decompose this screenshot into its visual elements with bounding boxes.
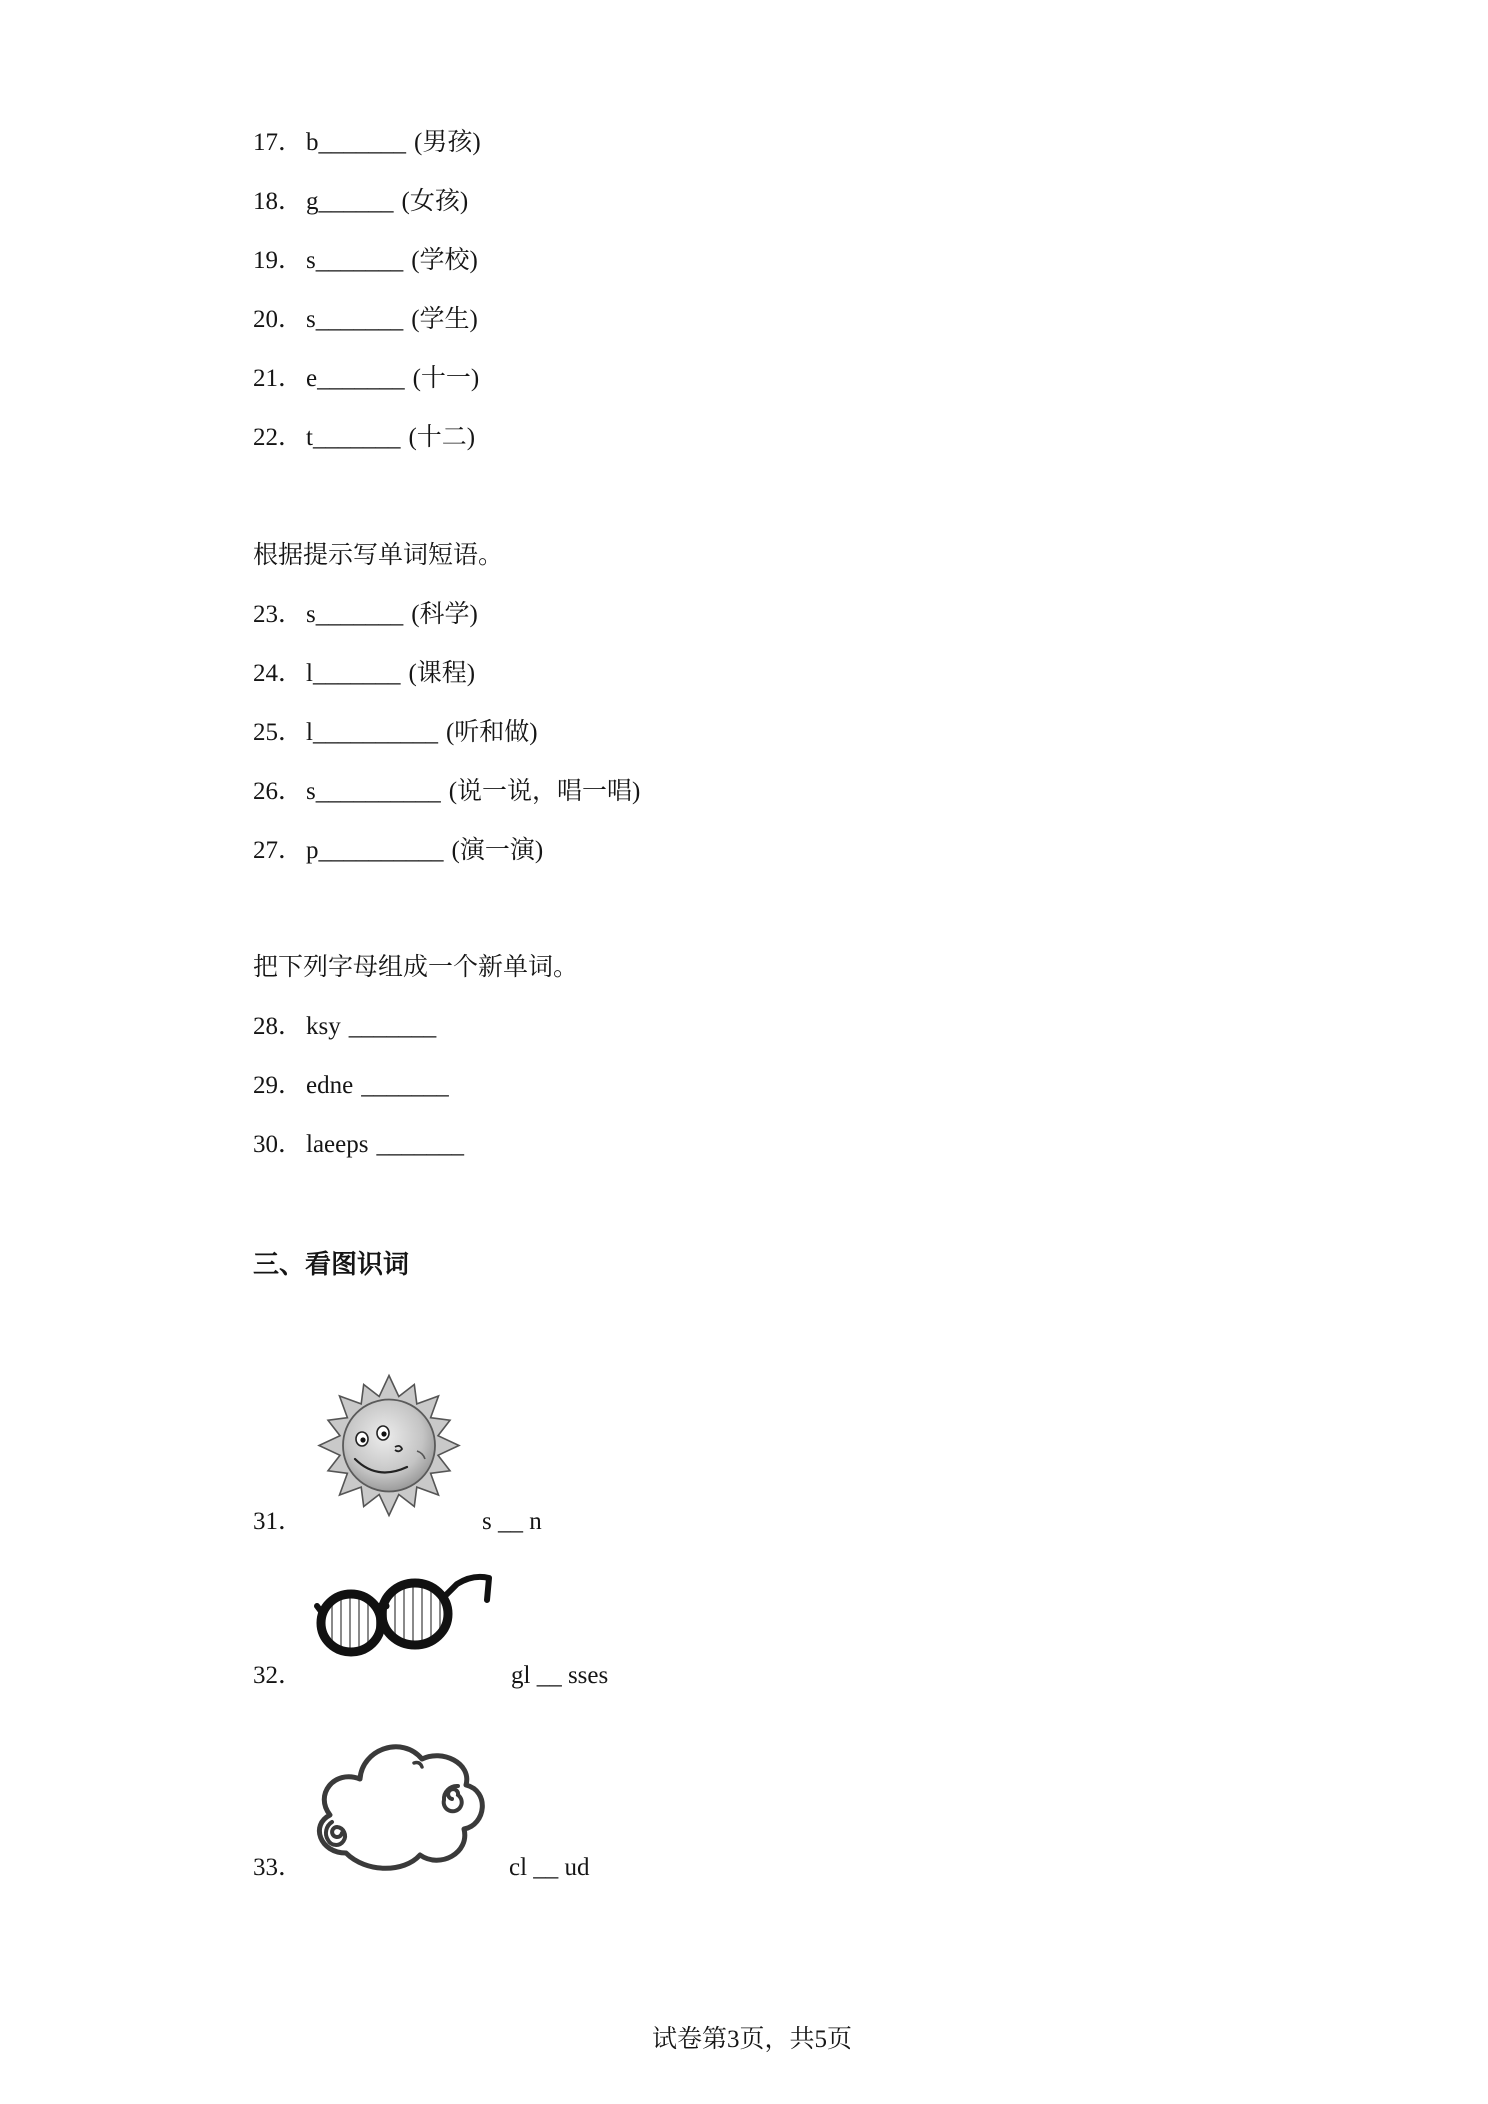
- picture-word: cl __ ud: [509, 1854, 590, 1881]
- glasses-left-lens: [321, 1594, 381, 1652]
- answer-blank: _______: [348, 1013, 437, 1040]
- answer-blank: _______: [361, 1072, 449, 1099]
- question-item: [253, 599, 640, 658]
- question-item: [253, 1129, 578, 1188]
- sun-image: [311, 1373, 467, 1518]
- glasses-right-lens: [382, 1583, 448, 1645]
- question-number: 27．: [253, 837, 304, 864]
- question-number: 20．: [253, 306, 304, 333]
- question-item: [253, 127, 481, 186]
- question-item: [253, 304, 481, 363]
- sun-left-pupil: [360, 1437, 365, 1442]
- glasses-temple-arm: [445, 1577, 489, 1600]
- question-number: 32．: [253, 1662, 304, 1689]
- answer-blank: s_______: [306, 601, 404, 628]
- question-number: 17．: [253, 129, 304, 156]
- chinese-hint: (男孩): [414, 129, 481, 156]
- question-item: [253, 422, 481, 481]
- chinese-hint: (学校): [411, 247, 478, 274]
- question-number: 24．: [253, 660, 304, 687]
- page-footer: 试卷第3页，共5页: [651, 2026, 852, 2053]
- question-item: [253, 363, 481, 422]
- answer-blank: t_______: [306, 424, 401, 451]
- scrambled-letters: edne: [306, 1072, 354, 1099]
- answer-blank: s_______: [306, 306, 404, 333]
- question-number: 30．: [253, 1131, 304, 1158]
- question-number: 25．: [253, 719, 304, 746]
- scrambled-letters: laeeps: [306, 1131, 369, 1158]
- answer-blank: p__________: [306, 837, 444, 864]
- question-number: 21．: [253, 365, 304, 392]
- chinese-hint: (演一演): [451, 837, 544, 864]
- question-number: 33．: [253, 1854, 304, 1881]
- section-heading: 三、看图识词: [253, 1250, 410, 1279]
- answer-blank: _______: [376, 1131, 464, 1158]
- phrase-group: [253, 540, 640, 894]
- glasses-bridge: [377, 1605, 386, 1610]
- answer-blank: s_______: [306, 247, 404, 274]
- question-number: 23．: [253, 601, 304, 628]
- instruction-text: 根据提示写单词短语。: [253, 542, 504, 569]
- answer-blank: g______: [306, 188, 394, 215]
- chinese-hint: (课程): [408, 660, 476, 687]
- word-hint-group: [253, 127, 481, 481]
- question-item: [253, 835, 640, 894]
- question-item: [253, 717, 640, 776]
- answer-blank: s__________: [306, 778, 441, 805]
- chinese-hint: (女孩): [401, 188, 469, 215]
- question-item: [253, 186, 481, 245]
- question-item: [253, 776, 640, 835]
- question-number: 22．: [253, 424, 304, 451]
- question-number: 31．: [253, 1508, 304, 1535]
- sun-right-pupil: [381, 1431, 386, 1436]
- chinese-hint: (科学): [411, 601, 478, 628]
- question-number: 28．: [253, 1013, 304, 1040]
- chinese-hint: (听和做): [445, 719, 538, 746]
- chinese-hint: (学生): [411, 306, 478, 333]
- chinese-hint: (十二): [408, 424, 476, 451]
- question-number: 29．: [253, 1072, 304, 1099]
- picture-word: gl __ sses: [511, 1662, 609, 1689]
- question-item: [253, 245, 481, 304]
- question-item: [253, 658, 640, 717]
- answer-blank: l_______: [306, 660, 401, 687]
- question-number: 19．: [253, 247, 304, 274]
- answer-blank: l__________: [306, 719, 438, 746]
- scrambled-letters: ksy: [306, 1013, 341, 1040]
- question-item: [253, 1070, 578, 1129]
- question-item: [253, 1011, 578, 1070]
- instruction-text: 把下列字母组成一个新单词。: [253, 954, 579, 981]
- picture-word: s __ n: [482, 1508, 542, 1535]
- chinese-hint: (说一说，唱一唱): [448, 778, 641, 805]
- question-number: 18．: [253, 188, 304, 215]
- answer-blank: e_______: [306, 365, 405, 392]
- unscramble-group: [253, 952, 578, 1188]
- cloud-image: [306, 1729, 490, 1874]
- sun-face: [343, 1400, 435, 1492]
- glasses-image: [311, 1566, 494, 1661]
- chinese-hint: (十一): [412, 365, 480, 392]
- question-number: 26．: [253, 778, 304, 805]
- answer-blank: b_______: [306, 129, 406, 156]
